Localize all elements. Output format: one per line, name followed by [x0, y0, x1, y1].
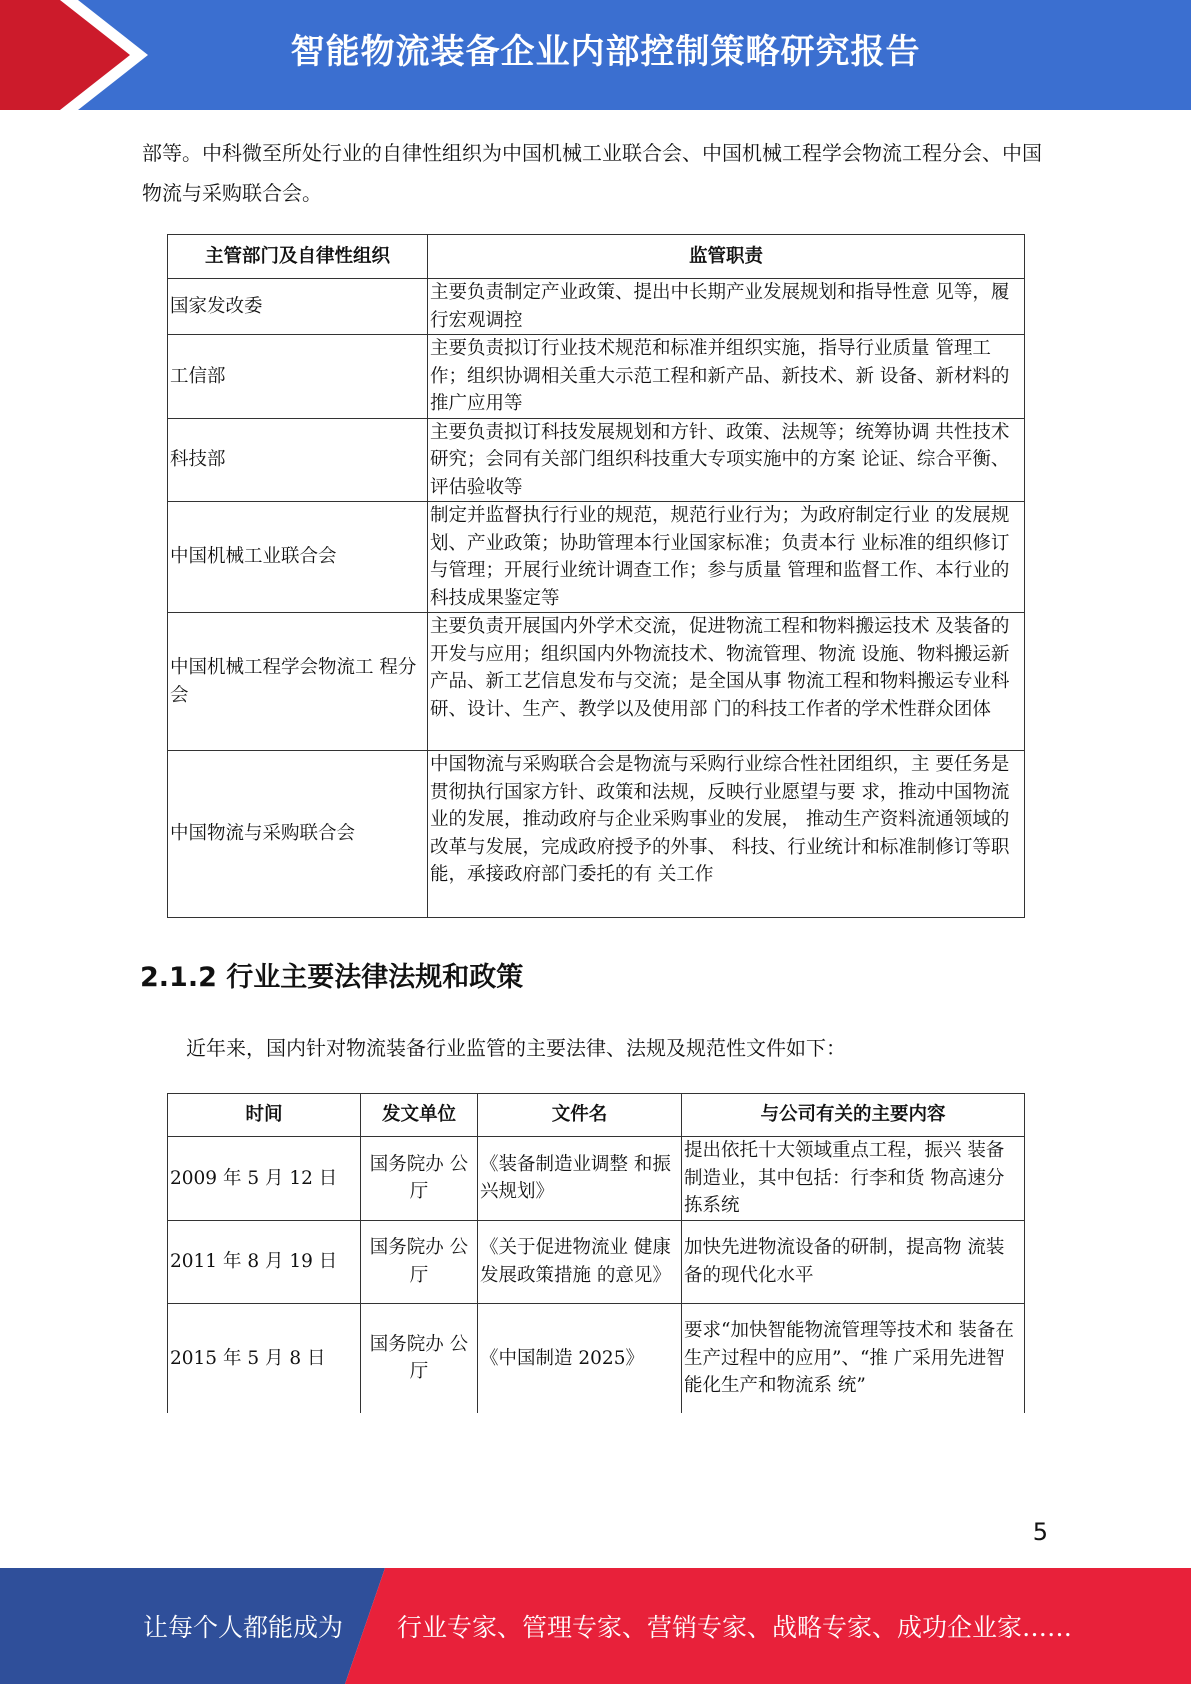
- table-row: [168, 335, 1025, 419]
- content-cell: 加快先进物流设备的研制，提高物 流装备的现代化水平: [682, 1220, 1025, 1303]
- organization-cell: 工信部: [168, 335, 428, 419]
- page-number: 5: [1032, 1518, 1048, 1546]
- footer-slogan-left: 让每个人都能成为: [143, 1613, 344, 1642]
- duty-cell: 主要负责制定产业政策、提出中长期产业发展规划和指导性意 见等，履行宏观调控: [428, 279, 1025, 335]
- duty-cell: 中国物流与采购联合会是物流与采购行业综合性社团组织，主 要任务是贯彻执行国家方针、政策和法规，反映行业愿望与要 求，推动中国物流业的发展，推动政府与企业采购事业的发展， 推动生产资料流通领域的改革与发展，完成政府授予的外事、 科技、行业统计和标准制修订等职能，承接政府部门委托的有 关工作: [428, 751, 1025, 918]
- table-row: [168, 1137, 1025, 1221]
- column-header-duty: 监管职责: [428, 235, 1025, 279]
- duty-cell: 主要负责开展国内外学术交流，促进物流工程和物料搬运技术 及装备的开发与应用；组织国内外物流技术、物流管理、物流 设施、物料搬运新产品、新工艺信息发布与交流；是全国从事 物流工程和物料搬运专业科研、设计、生产、教学以及使用部 门的科技工作者的学术性群众团体: [428, 613, 1025, 751]
- table-header-row: [168, 1094, 1025, 1137]
- document-cell: 《中国制造 2025》: [478, 1303, 682, 1413]
- duty-cell: 制定并监督执行行业的规范，规范行业行为；为政府制定行业 的发展规划、产业政策；协助管理本行业国家标准；负责本行 业标准的组织修订与管理；开展行业统计调查工作；参与质量 管理和监督工作、本行业的科技成果鉴定等: [428, 502, 1025, 613]
- date-cell: 2015 年 5 月 8 日: [168, 1303, 361, 1413]
- section-heading: 2.1.2 行业主要法律法规和政策: [140, 962, 524, 993]
- table-row: [168, 279, 1025, 335]
- duty-cell: 主要负责拟订行业技术规范和标准并组织实施，指导行业质量 管理工作；组织协调相关重大示范工程和新产品、新技术、新 设备、新材料的推广应用等: [428, 335, 1025, 419]
- report-title: 智能物流装备企业内部控制策略研究报告: [290, 32, 921, 72]
- footer-slogan-right: 行业专家、管理专家、营销专家、战略专家、成功企业家……: [397, 1613, 1073, 1642]
- lead-paragraph: 近年来，国内针对物流装备行业监管的主要法律、法规及规范性文件如下：: [186, 1036, 846, 1060]
- table-header-row: [168, 235, 1025, 279]
- date-cell: 2011 年 8 月 19 日: [168, 1220, 361, 1303]
- table-row: [168, 502, 1025, 613]
- column-header-content: 与公司有关的主要内容: [682, 1094, 1025, 1137]
- organization-cell: 国家发改委: [168, 279, 428, 335]
- duty-cell: 主要负责拟订科技发展规划和方针、政策、法规等；统筹协调 共性技术研究；会同有关部门组织科技重大专项实施中的方案 论证、综合平衡、评估验收等: [428, 418, 1025, 502]
- table-row: [168, 418, 1025, 502]
- law-table: [167, 1093, 1025, 1413]
- organization-cell: 科技部: [168, 418, 428, 502]
- table-row: [168, 751, 1025, 918]
- issuer-cell: 国务院办 公厅: [361, 1303, 478, 1413]
- table-row: [168, 1303, 1025, 1413]
- column-header-document: 文件名: [478, 1094, 682, 1137]
- issuer-cell: 国务院办 公厅: [361, 1220, 478, 1303]
- organization-cell: 中国机械工业联合会: [168, 502, 428, 613]
- page-header: [0, 0, 1191, 110]
- column-header-issuer: 发文单位: [361, 1094, 478, 1137]
- organization-cell: 中国机械工程学会物流工 程分会: [168, 613, 428, 751]
- date-cell: 2009 年 5 月 12 日: [168, 1137, 361, 1221]
- organization-cell: 中国物流与采购联合会: [168, 751, 428, 918]
- table-row: [168, 613, 1025, 751]
- page-footer: [0, 1568, 1191, 1684]
- issuer-cell: 国务院办 公厅: [361, 1137, 478, 1221]
- table-row: [168, 1220, 1025, 1303]
- document-cell: 《装备制造业调整 和振兴规划》: [478, 1137, 682, 1221]
- content-cell: 要求“加快智能物流管理等技术和 装备在生产过程中的应用”、“推 广采用先进智能化生产和物流系 统”: [682, 1303, 1025, 1413]
- intro-paragraph: 部等。中科微至所处行业的自律性组织为中国机械工业联合会、中国机械工程学会物流工程分会、中国物流与采购联合会。: [142, 141, 1042, 205]
- regulator-table: [167, 234, 1025, 918]
- column-header-organization: 主管部门及自律性组织: [168, 235, 428, 279]
- content-cell: 提出依托十大领域重点工程，振兴 装备制造业，其中包括：行李和货 物高速分拣系统: [682, 1137, 1025, 1221]
- column-header-date: 时间: [168, 1094, 361, 1137]
- document-cell: 《关于促进物流业 健康发展政策措施 的意见》: [478, 1220, 682, 1303]
